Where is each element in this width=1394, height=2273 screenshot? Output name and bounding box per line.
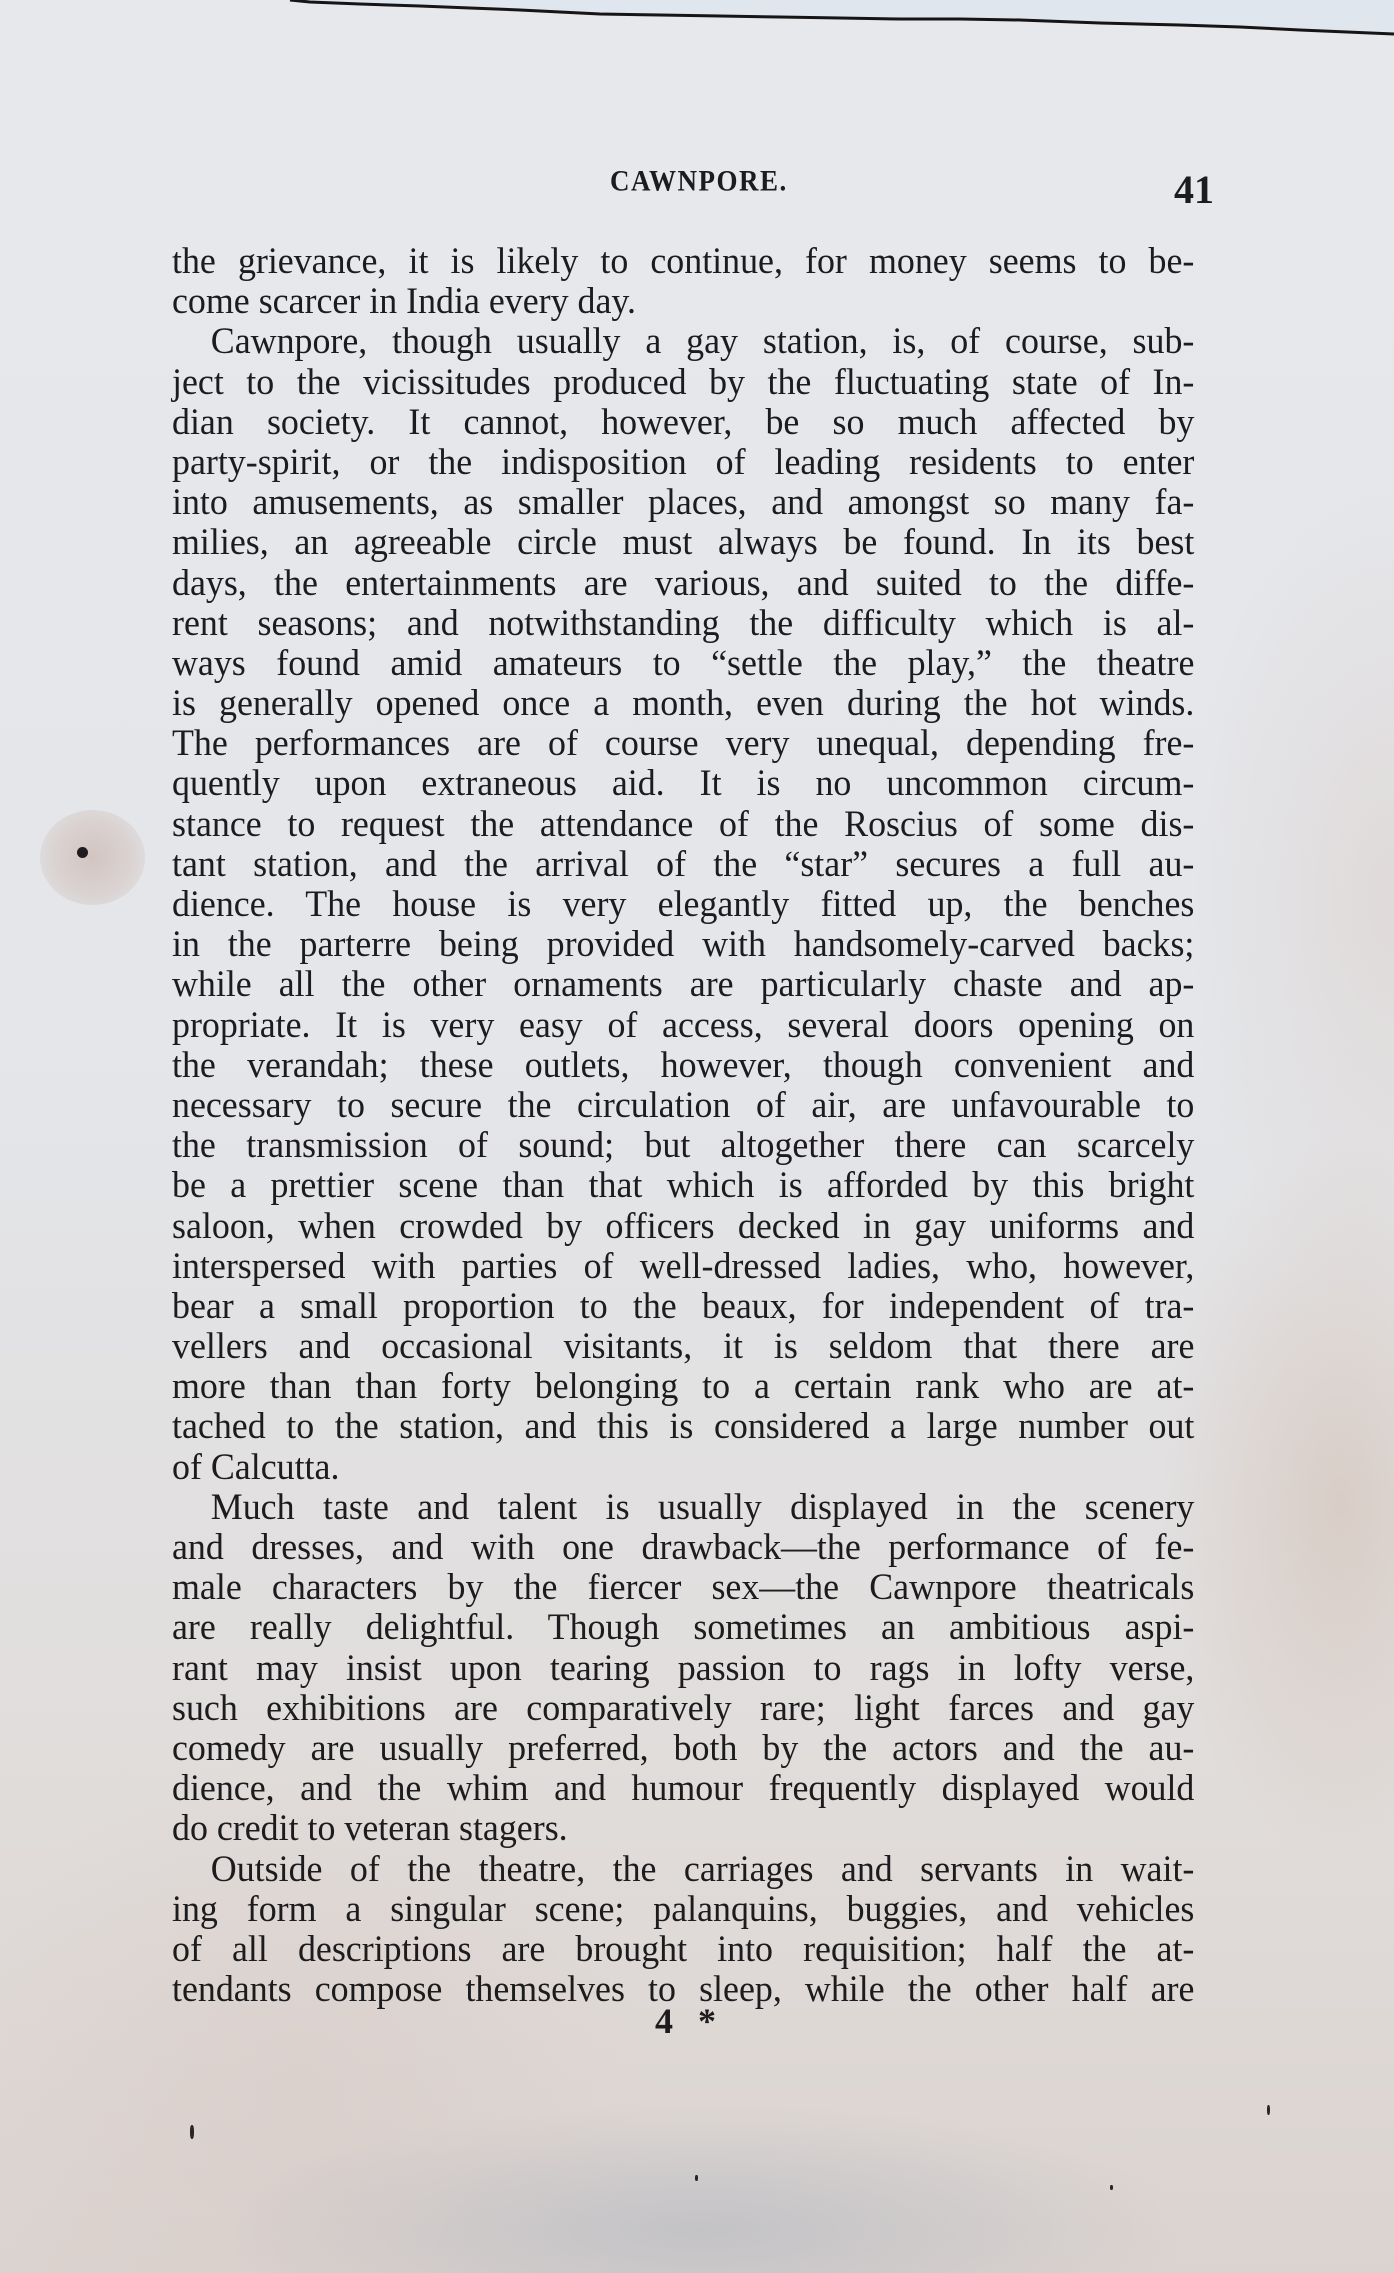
text-line: dian society. It cannot, however, be so much affected by [172, 401, 1195, 443]
text-line: vellers and occasional visitants, it is seldom that there are [172, 1326, 1195, 1368]
text-line: party-spirit, or the indisposition of leading residents to enter [172, 441, 1195, 483]
text-line: do credit to veteran stagers. [172, 1808, 568, 1850]
text-line: milies, an agreeable circle must always be found. In its best [172, 522, 1195, 564]
text-line: comedy are usually preferred, both by the actors and the au- [172, 1727, 1195, 1769]
running-head: CAWNPORE. [610, 164, 788, 198]
ink-speck [190, 2125, 194, 2139]
text-line: into amusements, as smaller places, and amongst so many fa- [172, 482, 1195, 524]
signature-mark: 4 * [655, 2001, 724, 2041]
text-line: Much taste and talent is usually displayed in the scenery [210, 1486, 1195, 1528]
text-line: necessary to secure the circulation of air, are unfavourable to [172, 1084, 1195, 1126]
text-line: ways found amid amateurs to “settle the play,” the theatre [172, 642, 1195, 684]
text-line: quently upon extraneous aid. It is no uncommon circum- [172, 763, 1195, 805]
text-line: more than than forty belonging to a certain rank who are at- [172, 1366, 1195, 1408]
text-line: dience, and the whim and humour frequently displayed would [172, 1768, 1195, 1810]
text-line: The performances are of course very unequal, depending fre- [172, 723, 1195, 765]
torn-top-edge [0, 0, 1394, 40]
text-line: bear a small proportion to the beaux, for independent of tra- [172, 1285, 1195, 1327]
text-line: tendants compose themselves to sleep, while the other half are [172, 1969, 1195, 2011]
text-line: ject to the vicissitudes produced by the fluctuating state of In- [172, 361, 1195, 403]
text-line: male characters by the fiercer sex—the Cawnpore theatricals [172, 1567, 1195, 1609]
text-line: tant station, and the arrival of the “star” secures a full au- [172, 843, 1195, 885]
text-line: rent seasons; and notwithstanding the difficulty which is al- [172, 602, 1195, 644]
text-line: Cawnpore, though usually a gay station, is, of course, sub- [210, 321, 1195, 363]
text-line: stance to request the attendance of the Roscius of some dis- [172, 803, 1195, 845]
text-line: propriate. It is very easy of access, several doors opening on [172, 1004, 1195, 1046]
page-number: 41 [1174, 167, 1214, 212]
text-line: the transmission of sound; but altogether there can scarcely [172, 1125, 1195, 1167]
text-line: the grievance, it is likely to continue, for money seems to be- [172, 241, 1195, 282]
text-line: of all descriptions are brought into requisition; half the at- [172, 1928, 1195, 1970]
text-line: while all the other ornaments are particularly chaste and ap- [172, 964, 1195, 1006]
ink-speck [1267, 2105, 1270, 2115]
text-line: such exhibitions are comparatively rare; light farces and gay [172, 1687, 1195, 1729]
body-text [172, 242, 1226, 2010]
text-line: dience. The house is very elegantly fitted up, the benches [172, 884, 1195, 925]
foxing-stain [40, 810, 145, 905]
text-line: saloon, when crowded by officers decked in gay uniforms and [172, 1205, 1195, 1247]
text-line: is generally opened once a month, even during the hot winds. [172, 683, 1195, 725]
text-line: Outside of the theatre, the carriages and servants in wait- [210, 1848, 1195, 1890]
text-line: ing form a singular scene; palanquins, buggies, and vehicles [172, 1888, 1195, 1930]
text-line: interspersed with parties of well-dressed ladies, who, however, [172, 1245, 1195, 1287]
text-line: days, the entertainments are various, and suited to the diffe- [172, 562, 1195, 604]
ink-speck [1110, 2185, 1113, 2190]
text-line: and dresses, and with one drawback—the performance of fe- [172, 1527, 1195, 1568]
ink-speck [695, 2175, 698, 2181]
text-line: come scarcer in India every day. [172, 281, 637, 323]
text-line: of Calcutta. [172, 1446, 340, 1488]
text-line: rant may insist upon tearing passion to rags in lofty verse, [172, 1647, 1195, 1689]
text-line: the verandah; these outlets, however, though convenient and [172, 1044, 1195, 1086]
text-line: tached to the station, and this is considered a large number out [172, 1406, 1195, 1448]
text-line: be a prettier scene than that which is afforded by this bright [172, 1165, 1195, 1207]
text-line: are really delightful. Though sometimes an ambitious aspi- [172, 1607, 1195, 1649]
ink-dot [77, 847, 88, 858]
text-line: in the parterre being provided with handsomely-carved backs; [172, 924, 1195, 966]
